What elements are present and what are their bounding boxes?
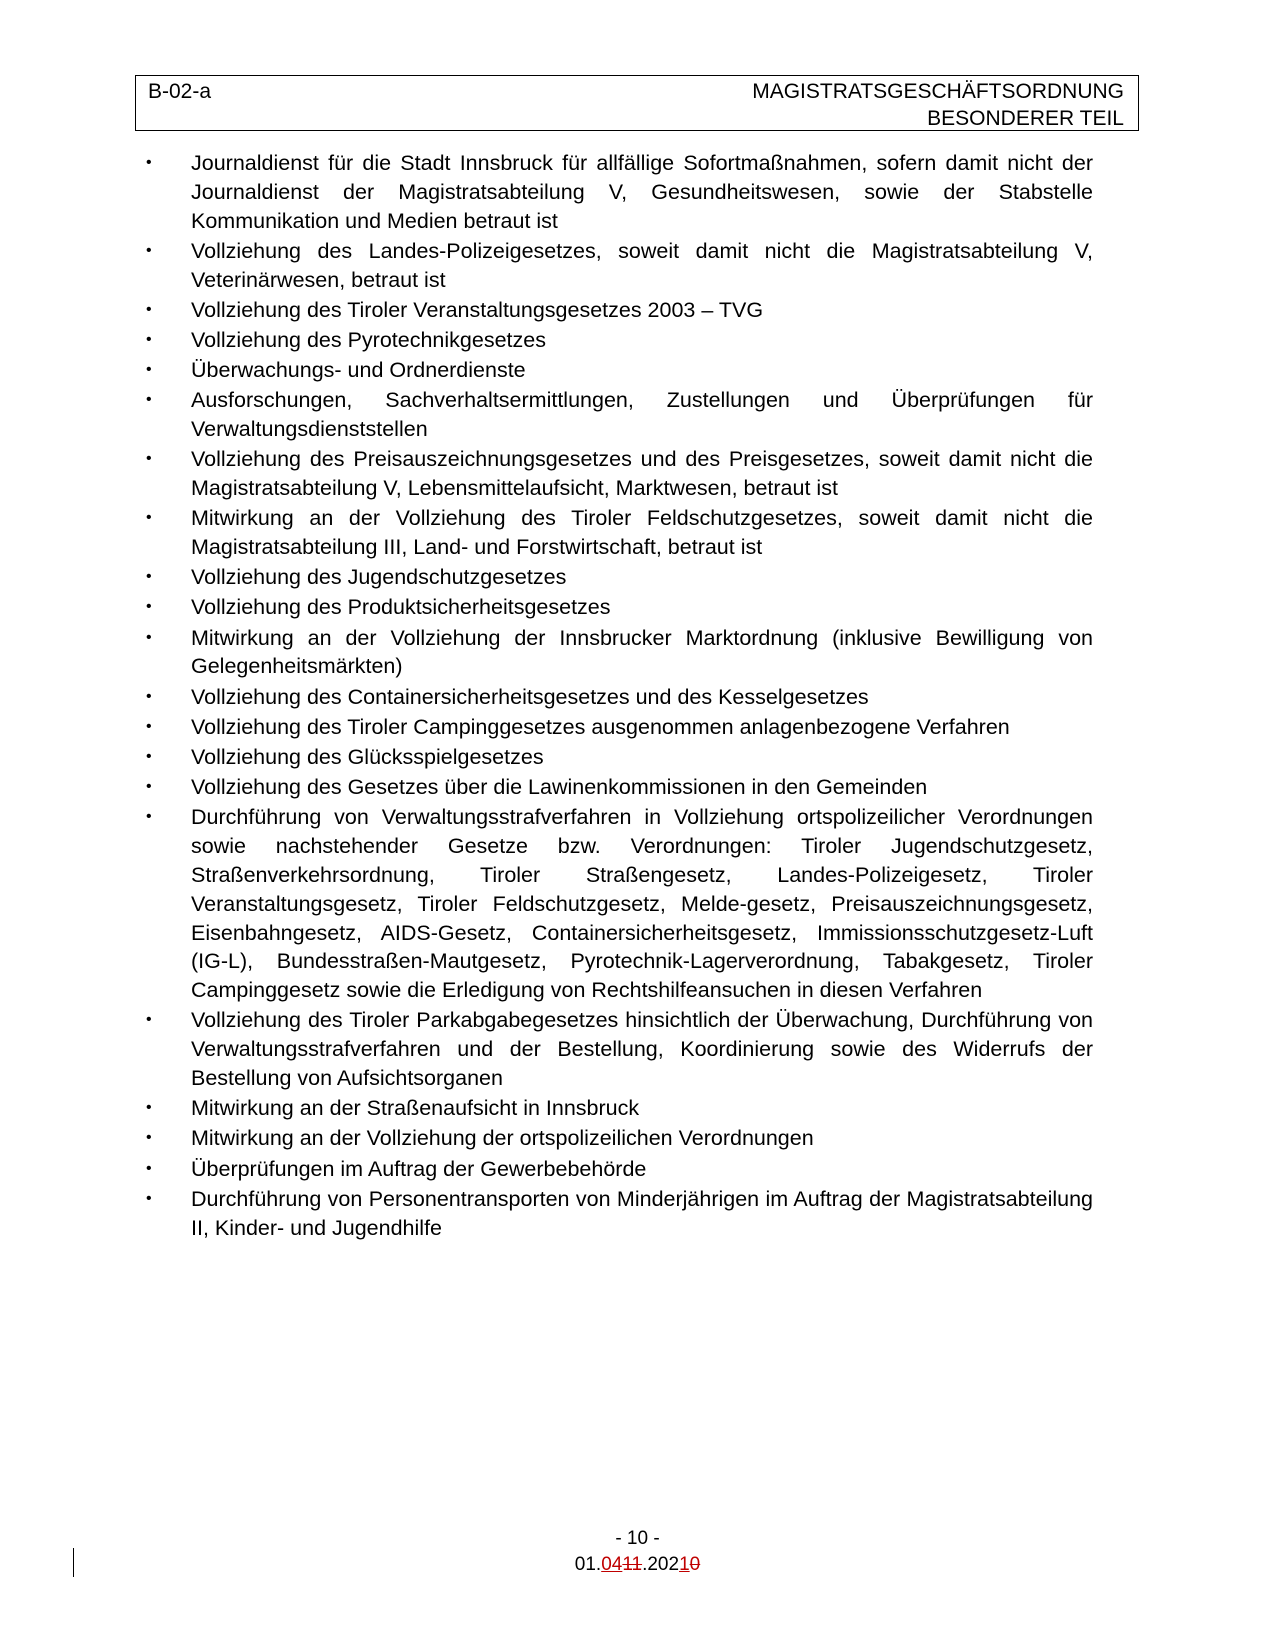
list-item (143, 803, 1093, 1005)
list-item-text: Vollziehung des Landes-Polizeigesetzes, soweit damit nicht die Magistratsabteilung V, Veterinärwesen, betraut ist (191, 238, 1093, 292)
bullet-icon: • (146, 154, 152, 171)
bullet-icon: • (146, 717, 152, 735)
list-item (143, 1094, 1093, 1123)
list-item-text: Mitwirkung an der Vollziehung der ortspolizeilichen Verordnungen (191, 1126, 814, 1151)
list-item (143, 356, 1093, 385)
list-item-text: Vollziehung des Pyrotechnikgesetzes (191, 327, 546, 352)
bullet-icon: • (146, 808, 152, 826)
document-code: B-02-a (148, 80, 212, 103)
bullet-icon: • (146, 241, 152, 259)
date-year-prefix: .202 (642, 1554, 680, 1575)
bullet-icon: • (146, 1159, 152, 1177)
list-item (143, 563, 1093, 592)
list-item (143, 683, 1093, 712)
bullet-icon: • (146, 568, 152, 586)
bullet-icon: • (146, 361, 152, 379)
bullet-icon: • (146, 330, 152, 348)
list-item-text: Durchführung von Personentransporten von Minderjährigen im Auftrag der Magistratsabteilung II, Kinder- und Jugendhilfe (191, 1186, 1093, 1240)
list-item-text: Mitwirkung an der Vollziehung der Innsbrucker Marktordnung (inklusive Bewilligung von Gelegenheitsmärkten) (191, 625, 1093, 679)
list-item-text: Journaldienst für die Stadt Innsbruck für allfällige Sofortmaßnahmen, sofern damit nicht der Journaldienst der Magistratsabteilung V, Gesundheitswesen, sowie der Stabstelle Kommunikation und Medien betraut ist (191, 151, 1093, 233)
list-item (143, 504, 1093, 562)
revision-date (0, 1553, 1275, 1577)
bullet-icon: • (146, 1129, 152, 1147)
date-month-deleted: 11 (622, 1554, 643, 1575)
list-item (143, 743, 1093, 772)
list-item-text: Vollziehung des Jugendschutzgesetzes (191, 565, 567, 590)
bullet-icon: • (146, 687, 152, 705)
document-title-line2: BESONDERER TEIL (927, 107, 1124, 130)
list-item-text: Vollziehung des Preisauszeichnungsgesetzes und des Preisgesetzes, soweit damit nicht die Magistratsabteilung V, Lebensmittelaufsicht, Marktwesen, betraut ist (191, 447, 1093, 501)
list-item-text: Mitwirkung an der Straßenaufsicht in Innsbruck (191, 1096, 640, 1121)
list-item-text: Überwachungs- und Ordnerdienste (191, 358, 526, 383)
list-item-text: Vollziehung des Tiroler Parkabgabegesetzes hinsichtlich der Überwachung, Durchführung von Verwaltungsstrafverfahren und der Bestellung, Koordinierung sowie des Widerrufs der Bestellung von Aufsichtsorganen (191, 1008, 1093, 1090)
document-header (135, 75, 1139, 131)
document-title (752, 78, 1124, 132)
list-item (143, 296, 1093, 325)
bullet-icon: • (146, 778, 152, 796)
list-item (143, 593, 1093, 622)
list-item-text: Vollziehung des Glücksspielgesetzes (191, 745, 544, 770)
date-year-deleted: 0 (689, 1554, 701, 1575)
bullet-icon: • (146, 1189, 152, 1207)
list-item-text: Ausforschungen, Sachverhaltsermittlungen, Zustellungen und Überprüfungen für Verwaltungsdienststellen (191, 388, 1093, 442)
page-number: - 10 - (615, 1528, 660, 1549)
list-item-text: Überprüfungen im Auftrag der Gewerbebehörde (191, 1156, 647, 1181)
list-item (143, 1155, 1093, 1184)
date-month-inserted: 04 (601, 1554, 623, 1575)
list-item (143, 1185, 1093, 1243)
bullet-icon: • (146, 598, 152, 616)
bullet-icon: • (146, 450, 152, 468)
bullet-icon: • (146, 391, 152, 409)
list-item-text: Mitwirkung an der Vollziehung des Tiroler Feldschutzgesetzes, soweit damit nicht die Magistratsabteilung III, Land- und Forstwirtschaft, betraut ist (191, 506, 1093, 560)
bullet-icon: • (146, 1099, 152, 1117)
list-item (143, 624, 1093, 682)
list-item (143, 326, 1093, 355)
list-item-text: Vollziehung des Tiroler Campinggesetzes ausgenommen anlagenbezogene Verfahren (191, 714, 1010, 739)
list-item (143, 1124, 1093, 1153)
bullet-icon: • (146, 748, 152, 766)
list-item (143, 1006, 1093, 1092)
list-item-text: Vollziehung des Containersicherheitsgesetzes und des Kesselgesetzes (191, 684, 869, 709)
date-prefix: 01. (574, 1554, 602, 1575)
date-year-inserted: 1 (679, 1554, 690, 1575)
list-item (143, 386, 1093, 444)
bullet-icon: • (146, 628, 152, 646)
list-item (143, 237, 1093, 295)
list-item-text: Vollziehung des Tiroler Veranstaltungsgesetzes 2003 – TVG (191, 297, 764, 322)
task-list (143, 149, 1093, 1244)
list-item (143, 773, 1093, 802)
list-item-text: Vollziehung des Produktsicherheitsgesetzes (191, 595, 611, 620)
bullet-icon: • (146, 509, 152, 527)
document-title-line1: MAGISTRATSGESCHÄFTSORDNUNG (752, 80, 1124, 103)
bullet-icon: • (146, 1011, 152, 1029)
bullet-icon: • (146, 300, 152, 318)
list-item (143, 149, 1093, 235)
list-item-text: Vollziehung des Gesetzes über die Lawinenkommissionen in den Gemeinden (191, 775, 928, 800)
list-item (143, 445, 1093, 503)
list-item (143, 713, 1093, 742)
list-item-text: Durchführung von Verwaltungsstrafverfahren in Vollziehung ortspolizeilicher Verordnungen sowie nachstehender Gesetze bzw. Verordnungen: Tiroler Jugendschutzgesetz, Straßenverkehrsordnung, Tiroler Straßengesetz, Landes-Polizeigesetz, Tiroler Veranstaltungsgesetz, Tiroler Feldschutzgesetz, Melde-gesetz, Preisauszeichnungsgesetz, Eisenbahngesetz, AIDS-Gesetz, Containersicherheitsgesetz, Immissionsschutzgesetz-Luft (IG-L), Bundesstraßen-Mautgesetz, Pyrotechnik-Lagerverordnung, Tabakgesetz, Tiroler Campinggesetz sowie die Erledigung von Rechtshilfeansuchen in diesen Verfahren (191, 805, 1093, 1003)
